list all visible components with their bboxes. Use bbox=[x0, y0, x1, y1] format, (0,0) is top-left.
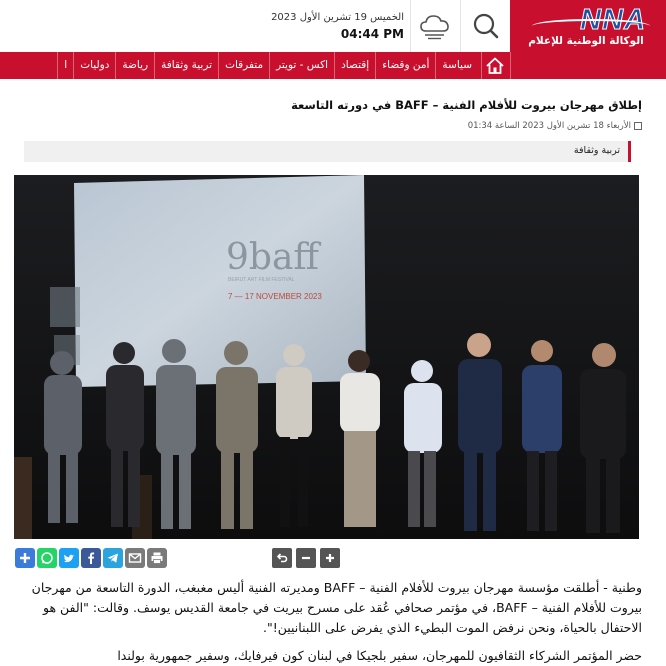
article-meta bbox=[42, 121, 642, 131]
facebook-icon bbox=[84, 551, 98, 565]
screen-subtitle: BEIRUT ART FILM FESTIVAL bbox=[228, 277, 295, 283]
undo-icon bbox=[276, 552, 288, 564]
calendar-icon bbox=[634, 122, 642, 130]
text-size-controls bbox=[272, 548, 340, 568]
share-more-button[interactable] bbox=[15, 548, 35, 568]
nav-item-economy[interactable]: إقتصاد bbox=[334, 52, 375, 79]
email-icon bbox=[128, 551, 142, 565]
logo-swoosh bbox=[532, 19, 650, 33]
weather-widget[interactable] bbox=[410, 0, 460, 52]
minus-icon bbox=[300, 552, 312, 564]
nav-item-security[interactable]: أمن وقضاء bbox=[375, 52, 435, 79]
twitter-share-button[interactable] bbox=[59, 548, 79, 568]
whatsapp-icon bbox=[40, 551, 54, 565]
print-icon bbox=[150, 551, 164, 565]
twitter-icon bbox=[62, 551, 76, 565]
article-paragraph-2: حضر المؤتمر الشركاء الثقافيون للمهرجان، سفير بلجيكا في لبنان كون فيرفايك، وسفير جمهورية بولندا bbox=[117, 648, 642, 663]
date-time bbox=[264, 12, 404, 41]
cloud-icon bbox=[411, 0, 461, 52]
article-body bbox=[30, 578, 642, 666]
increase-text-size-button[interactable] bbox=[320, 548, 340, 568]
search-icon bbox=[461, 0, 511, 52]
nav-item-international[interactable]: دوليات bbox=[73, 52, 115, 79]
press-conference-photo bbox=[14, 175, 639, 539]
category-bar bbox=[24, 141, 631, 162]
article-title: إطلاق مهرجان بيروت للأفلام الفنية – BAFF في دورته التاسعة bbox=[291, 98, 642, 112]
nav-home[interactable] bbox=[481, 52, 511, 79]
article-date: الأربعاء 18 تشرين الأول 2023 الساعة 01:34 bbox=[467, 121, 631, 131]
site-logo[interactable] bbox=[510, 0, 666, 52]
current-time: 04:44 PM bbox=[340, 27, 404, 41]
reset-text-size-button[interactable] bbox=[272, 548, 292, 568]
nav-item-sports[interactable]: رياضة bbox=[115, 52, 154, 79]
telegram-icon bbox=[106, 551, 120, 565]
nav-item-education-culture[interactable]: تربية وثقافة bbox=[154, 52, 218, 79]
nav-item-politics[interactable]: سياسة bbox=[435, 52, 478, 79]
article-photo[interactable] bbox=[14, 175, 639, 539]
screen-logo: 9baff bbox=[226, 237, 319, 278]
print-share-button[interactable] bbox=[147, 548, 167, 568]
screen-dates: 7 — 17 NOVEMBER 2023 bbox=[228, 292, 322, 301]
article-paragraph-1: وطنية - أطلقت مؤسسة مهرجان بيروت للأفلام الفنية – BAFF ومديرته الفنية أليس مغبغب، الدورة التاسعة من مهرجان بيروت للأفلام الفنية – BAFF، في مؤتمر صحافي عُقد على مسرح بيريت في جامعة القديس يوسف. وقالت: "الفن هو الاحتفال بالحياة، ونحن نرفض الموت البطيء الذي يفرض على اللبنانيين!". bbox=[31, 580, 642, 635]
logo-subtitle: الوكالة الوطنية للإعلام bbox=[528, 35, 644, 47]
nav-item-more[interactable]: ا bbox=[57, 52, 73, 79]
nav-item-x-twitter[interactable]: اكس - تويتر bbox=[269, 52, 334, 79]
category-link[interactable]: تربية وثقافة bbox=[573, 145, 620, 156]
telegram-share-button[interactable] bbox=[103, 548, 123, 568]
facebook-share-button[interactable] bbox=[81, 548, 101, 568]
search-button[interactable] bbox=[460, 0, 510, 52]
plus-icon bbox=[18, 551, 32, 565]
email-share-button[interactable] bbox=[125, 548, 145, 568]
nav-items bbox=[57, 52, 478, 79]
whatsapp-share-button[interactable] bbox=[37, 548, 57, 568]
home-icon bbox=[480, 52, 510, 79]
current-date: الخميس 19 تشرين الأول 2023 bbox=[271, 12, 404, 23]
main-nav bbox=[0, 52, 666, 79]
decrease-text-size-button[interactable] bbox=[296, 548, 316, 568]
share-bar bbox=[15, 548, 167, 568]
nav-item-misc[interactable]: متفرقات bbox=[218, 52, 269, 79]
logo-mark: NNA bbox=[580, 4, 646, 36]
plus-icon bbox=[324, 552, 336, 564]
site-header bbox=[0, 0, 666, 52]
